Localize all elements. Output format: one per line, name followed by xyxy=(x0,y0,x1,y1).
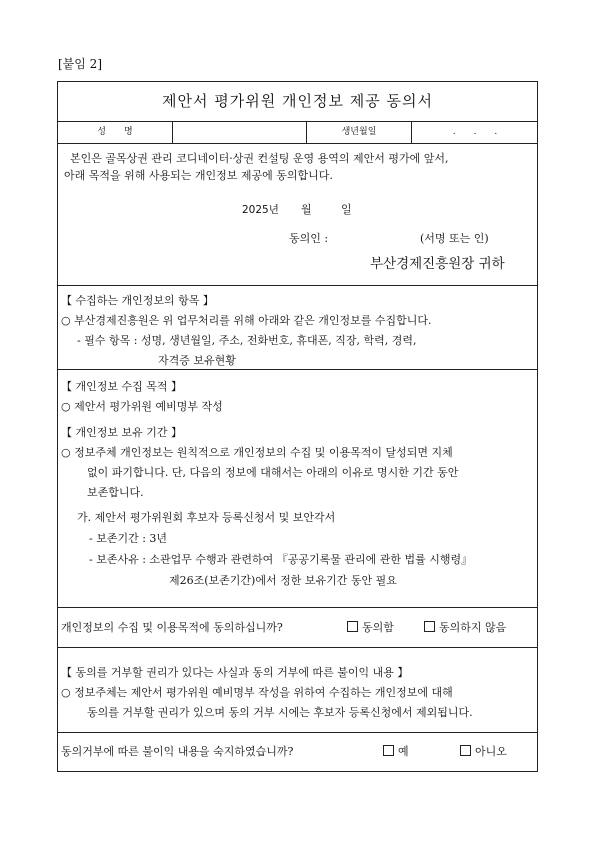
birth-label: 생년월일 xyxy=(341,127,377,137)
retention-line-1: ○ 정보주체 개인정보는 원칙적으로 개인정보의 수집 및 이용목적이 달성되면 지체 xyxy=(61,446,453,459)
question-2-text: 동의거부에 따른 불이익 내용을 숙지하였습니까? xyxy=(61,745,294,758)
reason-line-2: 제26조(보존기간)에서 정한 보유기간 동안 필요 xyxy=(169,574,397,587)
retention-line-2: 없이 파기합니다. 단, 다음의 정보에 대해서는 아래의 이유로 명시한 기간 동안 xyxy=(87,466,459,479)
refusal-line-1: ○ 정보주체는 제안서 평가위원 예비명부 작성을 위하여 수집하는 개인정보에 대해 xyxy=(61,686,453,699)
retention-header: 【 개인정보 보유 기간 】 xyxy=(61,426,182,439)
checkbox-icon[interactable] xyxy=(460,745,471,756)
purpose-header: 【 개인정보 수집 목적 】 xyxy=(61,380,182,393)
sub-item-a: 가. 제안서 평가위원회 후보자 등록신청서 및 보안각서 xyxy=(77,511,336,524)
birth-field[interactable]: . . . xyxy=(452,127,498,137)
consent-line-1: 본인은 골목상권 관리 코디네이터·상권 컨설팅 운영 용역의 제안서 평가에 앞서, xyxy=(70,152,449,165)
items-line: ○ 부산경제진흥원은 위 업무처리를 위해 아래와 같은 개인정보를 수집합니다. xyxy=(61,314,432,327)
question-1-no[interactable]: 동의하지 않음 xyxy=(424,621,506,635)
date-year: 2025년 xyxy=(242,204,279,216)
checkbox-icon[interactable] xyxy=(347,621,358,632)
required-line-1: - 필수 항목 : 성명, 생년월일, 주소, 전화번호, 휴대폰, 직장, 학력, 경력, xyxy=(77,334,417,347)
reason-line-1: - 보존사유 : 소관업무 수행과 관련하여 『공공기록물 관리에 관한 법률 시행령』 xyxy=(89,553,473,566)
checkbox-icon[interactable] xyxy=(383,745,394,756)
recipient: 부산경제진흥원장 귀하 xyxy=(370,256,505,272)
checkbox-icon[interactable] xyxy=(424,621,435,632)
retention-line-3: 보존합니다. xyxy=(87,486,144,499)
sign-note: (서명 또는 인) xyxy=(420,232,489,245)
signer-label: 동의인 : xyxy=(289,232,329,245)
refusal-section xyxy=(58,647,537,732)
name-label: 성 명 xyxy=(97,127,133,137)
consent-line-2: 아래 목적을 위해 사용되는 개인정보 제공에 동의합니다. xyxy=(64,169,333,182)
purpose-line: ○ 제안서 평가위원 예비명부 작성 xyxy=(61,400,223,413)
date-month: 월 xyxy=(301,203,312,216)
attachment-label: [붙임 2] xyxy=(58,57,102,71)
required-line-2: 자격증 보유현황 xyxy=(158,354,236,367)
question-1-text: 개인정보의 수집 및 이용목적에 동의하십니까? xyxy=(61,621,283,634)
form-title: 제안서 평가위원 개인정보 제공 동의서 xyxy=(58,82,537,122)
date-day: 일 xyxy=(341,203,352,216)
question-1 xyxy=(58,607,537,647)
refusal-line-2: 동의를 거부할 권리가 있으며 동의 거부 시에는 후보자 등록신청에서 제외됩니다. xyxy=(87,706,473,719)
name-field[interactable] xyxy=(173,121,306,143)
refusal-header: 【 동의를 거부할 권리가 있다는 사실과 동의 거부에 따른 불이익 내용 】 xyxy=(61,666,409,679)
consent-form xyxy=(57,81,538,772)
items-header: 【 수집하는 개인정보의 항목 】 xyxy=(61,294,214,307)
info-row xyxy=(58,121,537,144)
question-2 xyxy=(58,732,537,771)
question-1-yes[interactable]: 동의함 xyxy=(347,621,394,635)
question-2-no[interactable]: 아니오 xyxy=(460,745,507,759)
question-2-yes[interactable]: 예 xyxy=(383,745,409,759)
retention-period: - 보존기간 : 3년 xyxy=(89,532,168,545)
